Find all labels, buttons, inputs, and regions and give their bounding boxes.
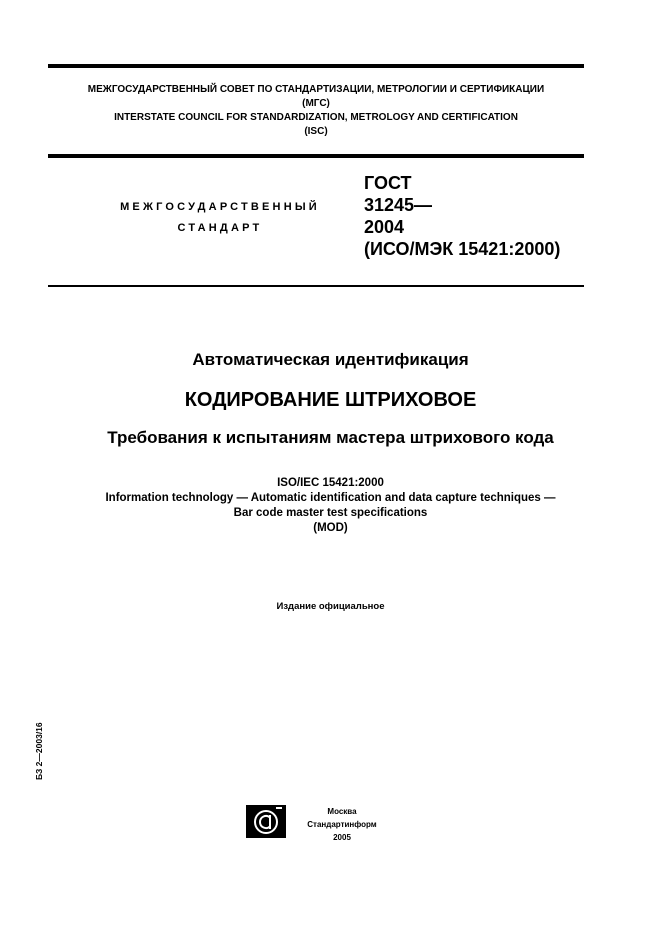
- reference-mod: (MOD): [313, 522, 348, 534]
- gost-line1: ГОСТ: [364, 173, 412, 193]
- reference-line1: Information technology — Automatic identification and data capture techniques —: [105, 492, 556, 504]
- logo-graphic: [246, 805, 286, 838]
- council-en-line2: (ISC): [304, 126, 328, 137]
- designation-rule: [48, 285, 584, 287]
- standartinform-logo-icon: [246, 805, 286, 838]
- title-line3: Требования к испытаниям мастера штрихового кода: [107, 428, 554, 447]
- publisher-block: [292, 805, 392, 844]
- reference-block: [0, 476, 661, 536]
- edition-label: Издание официальное: [276, 601, 385, 612]
- gost-designation: [364, 172, 560, 260]
- council-ru-line2: (МГС): [302, 98, 330, 109]
- title-line1: Автоматическая идентификация: [192, 350, 469, 369]
- top-rule: [48, 64, 584, 68]
- gost-line2: 31245—: [364, 195, 433, 215]
- gost-line3: 2004: [364, 217, 405, 237]
- side-code: БЗ 2—2003/16: [34, 722, 44, 780]
- council-ru-line1: МЕЖГОСУДАРСТВЕННЫЙ СОВЕТ ПО СТАНДАРТИЗАЦИИ, МЕТРОЛОГИИ И СЕРТИФИКАЦИИ: [87, 84, 545, 95]
- publisher-name: Стандартинформ: [307, 820, 377, 829]
- council-header: [48, 83, 584, 139]
- title-line2: КОДИРОВАНИЕ ШТРИХОВОЕ: [184, 389, 477, 411]
- council-en-line1: INTERSTATE COUNCIL FOR STANDARDIZATION, METROLOGY AND CERTIFICATION: [114, 112, 518, 123]
- gost-line4: (ИСО/МЭК 15421:2000): [364, 239, 561, 259]
- publisher-year: 2005: [333, 833, 351, 842]
- reference-line2: Bar code master test specifications: [233, 507, 428, 519]
- standard-label-line1: МЕЖГОСУДАРСТВЕННЫЙ: [120, 201, 320, 213]
- reference-code: ISO/IEC 15421:2000: [277, 477, 384, 489]
- publisher-city: Москва: [327, 807, 357, 816]
- header-rule: [48, 154, 584, 158]
- interstate-standard-label: [80, 197, 360, 239]
- standard-label-line2: СТАНДАРТ: [177, 222, 263, 234]
